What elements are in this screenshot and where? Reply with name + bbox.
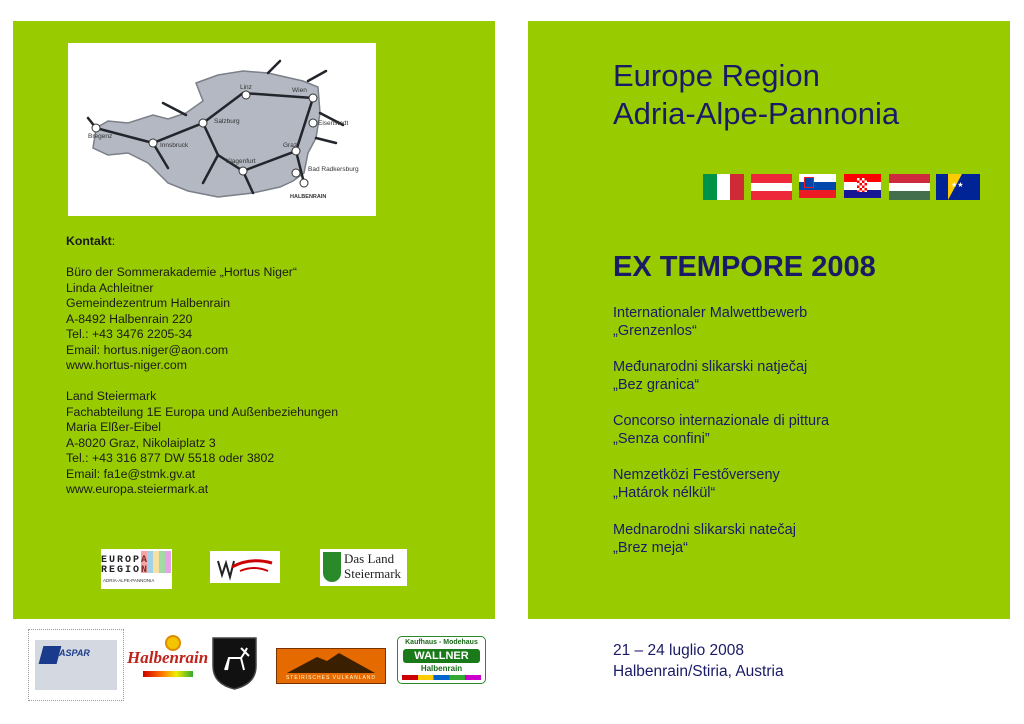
europa-text: EUROPA <box>101 555 150 566</box>
croatia-flag-icon <box>844 174 881 198</box>
right-panel <box>528 21 1010 619</box>
language-block-croatian <box>613 358 807 394</box>
language-line: Mednarodni slikarski natečaj <box>613 522 796 538</box>
europa-region-logo <box>101 549 172 589</box>
language-line: Međunarodni slikarski natječaj <box>613 359 808 375</box>
region-text: REGION <box>101 565 150 576</box>
halbenrain-logo <box>127 635 209 685</box>
contact-email-link[interactable]: Email: fa1e@stmk.gv.at <box>66 466 196 481</box>
contact-line: Gemeindezentrum Halbenrain <box>66 296 231 310</box>
map-label-bad-radkersburg: Bad Radkersburg <box>308 166 359 173</box>
title-line-2: Adria-Alpe-Pannonia <box>613 96 900 131</box>
map-label-wien: Wien <box>292 87 307 94</box>
map-label-salzburg: Salzburg <box>214 118 240 125</box>
wallner-subtitle: Kaufhaus - Modehaus <box>405 639 478 646</box>
map-label-bregenz: Bregenz <box>88 133 113 140</box>
bosnia-flag-icon: ★★ <box>936 174 980 200</box>
hortus-niger-logo <box>210 551 280 583</box>
slovenia-flag-icon <box>799 174 836 198</box>
map-label-klagenfurt: Klagenfurt <box>226 158 256 165</box>
language-line: Internationaler Malwettbewerb <box>613 305 808 321</box>
vulkanland-text: STEIRISCHES VULKANLAND <box>285 675 377 681</box>
das-land-steiermark-logo <box>320 549 407 586</box>
region-title <box>613 57 899 133</box>
contact-heading-colon: : <box>111 234 116 248</box>
steiermark-coat-of-arms-icon <box>323 552 341 582</box>
event-location: Halbenrain/Stiria, Austria <box>613 663 784 680</box>
halbenrain-text: Halbenrain <box>127 648 209 667</box>
kaspar-logo <box>28 629 124 701</box>
left-panel <box>13 21 495 619</box>
language-line: Nemzetközi Festőverseny <box>613 467 780 483</box>
contact-line: A-8020 Graz, Nikolaiplatz 3 <box>66 435 216 450</box>
map-label-innsbruck: Innsbruck <box>160 142 189 149</box>
contact-line: Land Steiermark <box>66 389 157 403</box>
contact-line: Büro der Sommerakademie „Hortus Niger“ <box>66 265 297 279</box>
wallner-name: WALLNER <box>403 649 480 663</box>
language-block-slovenian <box>613 521 796 557</box>
map-label-eisenstadt: Eisenstadt <box>318 120 349 127</box>
austria-flag-icon <box>751 174 792 200</box>
language-block-italian <box>613 412 829 448</box>
event-title: EX TEMPORE 2008 <box>613 251 876 283</box>
steiermark-text: Steiermark <box>344 566 402 581</box>
contact-block <box>66 234 338 498</box>
contact-line: Tel.: +43 316 877 DW 5518 oder 3802 <box>66 451 275 465</box>
language-block-hungarian <box>613 466 780 502</box>
wallner-logo <box>397 636 486 684</box>
language-line: „Brez meja“ <box>613 540 688 556</box>
italy-flag-icon <box>703 174 744 200</box>
language-line: Concorso internazionale di pittura <box>613 413 830 429</box>
das-land-text: Das Land <box>344 551 395 566</box>
language-line: „Grenzenlos“ <box>613 323 697 339</box>
event-date-location <box>613 640 784 682</box>
title-line-1: Europe Region <box>613 58 820 93</box>
hungary-flag-icon <box>889 174 930 200</box>
contact-line: Fachabteilung 1E Europa und Außenbeziehungen <box>66 404 339 419</box>
language-line: „Határok nélkül“ <box>613 485 716 501</box>
language-block-german <box>613 304 807 340</box>
map-label-linz: Linz <box>240 84 252 91</box>
language-line: „Bez granica“ <box>613 377 700 393</box>
wallner-location: Halbenrain <box>420 664 463 673</box>
language-line: „Senza confini” <box>613 431 710 447</box>
coat-of-arms-deer-logo <box>211 636 258 690</box>
map-label-halbenrain: HALBENRAIN <box>290 194 327 200</box>
austria-map <box>68 43 376 216</box>
contact-line: Tel.: +43 3476 2205-34 <box>66 327 193 341</box>
event-date: 21 – 24 luglio 2008 <box>613 642 745 659</box>
contact-line: Maria Elßer-Eibel <box>66 420 161 434</box>
contact-line: A-8492 Halbenrain 220 <box>66 311 193 326</box>
contact-heading: Kontakt <box>66 234 112 248</box>
map-label-graz: Graz <box>283 142 298 149</box>
contact-website-link[interactable]: www.hortus-niger.com <box>66 358 187 372</box>
contact-email-link[interactable]: Email: hortus.niger@aon.com <box>66 342 229 357</box>
contact-website-link[interactable]: www.europa.steiermark.at <box>66 482 209 496</box>
kaspar-text: ASPAR <box>59 648 90 658</box>
steirisches-vulkanland-logo <box>276 648 386 684</box>
adria-alpe-pannonia-text: ADRIA-ALPE-PANNONIA <box>103 578 155 583</box>
contact-line: Linda Achleitner <box>66 280 154 295</box>
